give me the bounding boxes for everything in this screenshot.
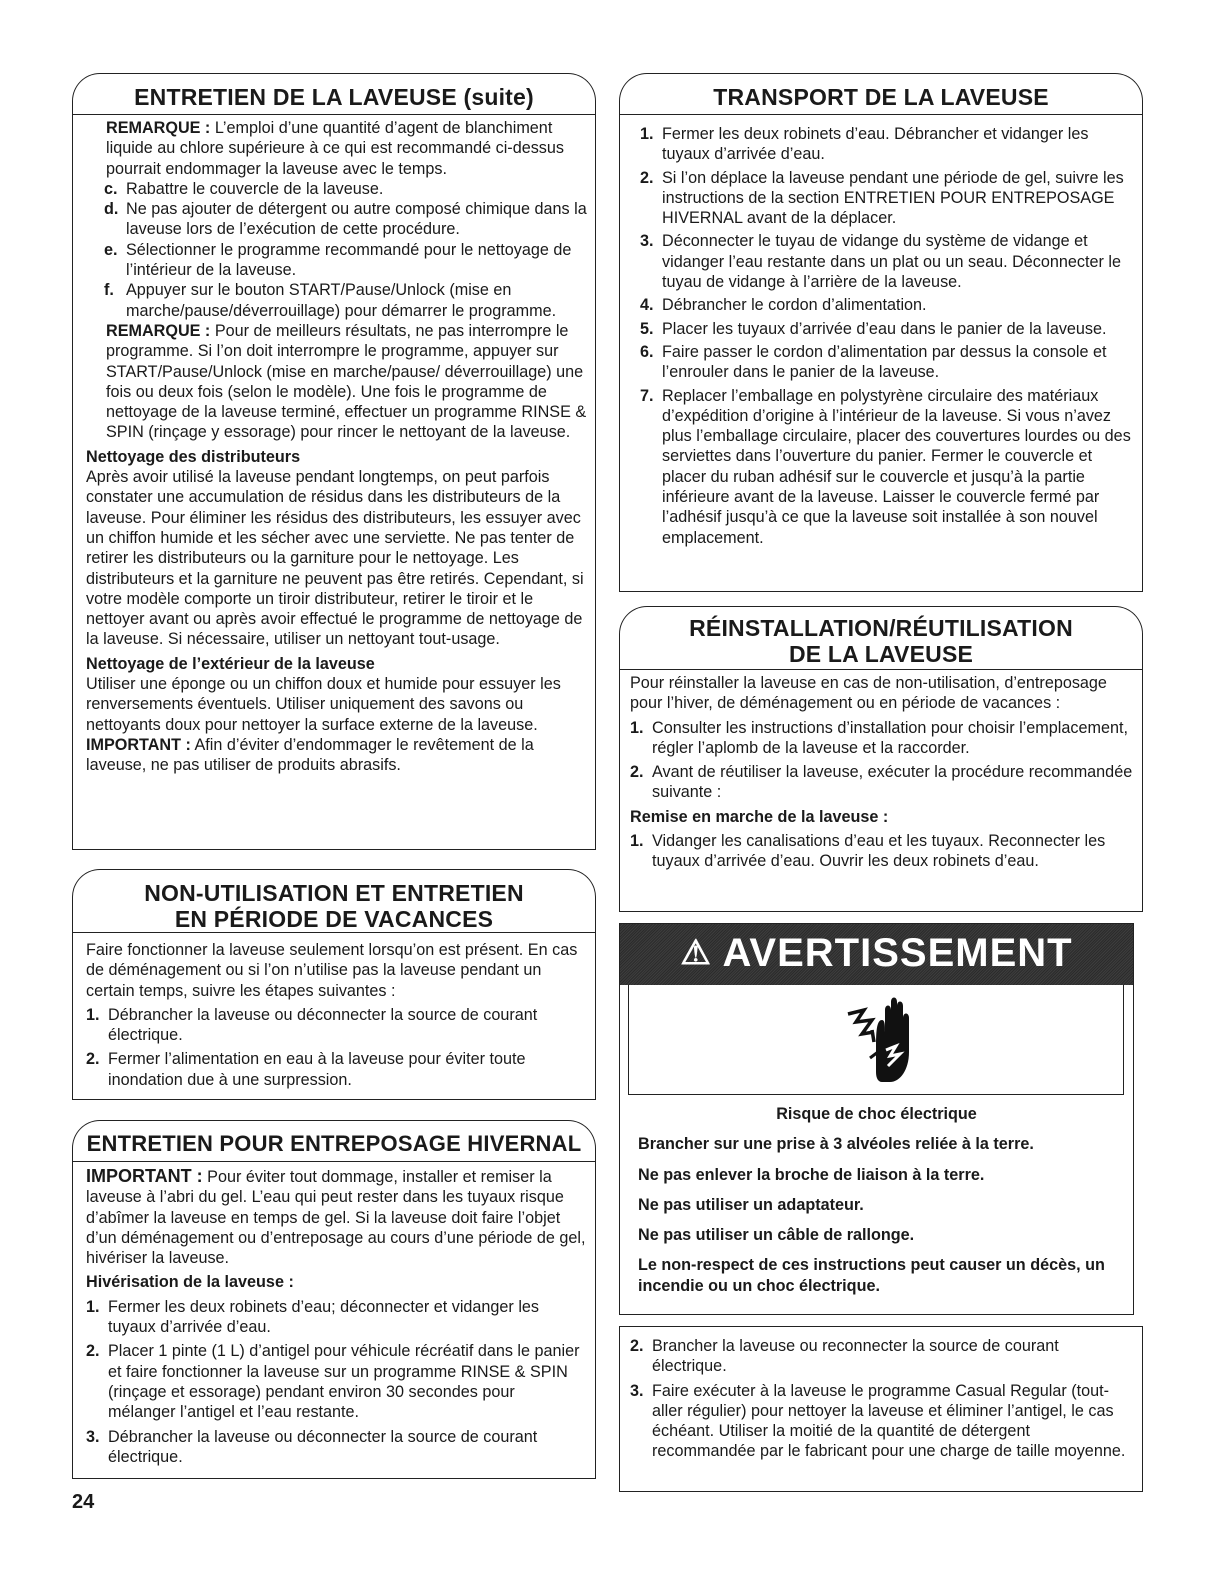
remarque-note: REMARQUE : L’emploi d’une quantité d’agent de blanchiment liquide au chlore supérieure à ce qui est recommandé ci-dessus pourrait endommager la laveuse avec le temps. (106, 119, 564, 178)
list-item: 1. Débrancher la laveuse ou déconnecter la source de courant électrique. (86, 1005, 538, 1045)
section-tab-entretien-suite (72, 73, 596, 115)
section-body-reinstallation (630, 673, 1138, 872)
subheading-exterieur: Nettoyage de l’extérieur de la laveuse (86, 654, 375, 673)
subheading-remise-en-marche: Remise en marche de la laveuse : (630, 807, 889, 826)
warning-message (628, 1098, 1125, 1308)
section-tab-transport (619, 73, 1143, 115)
warning-line: Ne pas utiliser un adaptateur. (638, 1195, 864, 1214)
warning-triangle-icon: ⚠ (680, 934, 712, 972)
section-tab-non-utilisation (72, 869, 596, 933)
paragraph-exterieur: Utiliser une éponge ou un chiffon doux et humide pour essuyer les renversements éventuels. Utiliser uniquement des savons ou nettoyants doux pour nettoyer la surface externe de la laveuse. (86, 675, 561, 734)
remarque-note: REMARQUE : Pour de meilleurs résultats, ne pas interrompre le programme. Si l’on doit interrompre le programme, appuyer sur START/Pause/Unlock (mise en marche/pause/ déverrouillage) une fois ou deux fois (selon le modèle). Une fois le programme de nettoyage de la laveuse terminé, effectuer un programme RINSE & SPIN (rinçage y essorage) pour rincer le nettoyant de la laveuse. (106, 321, 587, 442)
section-body-entretien-suite (86, 118, 590, 776)
list-item: c. Rabattre le couvercle de la laveuse. (104, 179, 384, 198)
section-title-reinstallation-line2: DE LA LAVEUSE (788, 641, 974, 667)
warning-line: Ne pas enlever la broche de liaison à la terre. (638, 1165, 985, 1184)
important-note: IMPORTANT : Afin d’éviter d’endommager le revêtement de la laveuse, ne pas utiliser de produits abrasifs. (86, 735, 534, 775)
section-tab-hivernal (72, 1120, 596, 1162)
paragraph-intro: Faire fonctionner la laveuse seulement lorsqu’on est présent. En cas de déménagement ou si l’on n’utilise pas la laveuse pendant un certain temps, suivre les étapes suivantes : (86, 941, 578, 1000)
section-title-transport: TRANSPORT DE LA LAVEUSE (713, 84, 1049, 110)
list-item: 3. Déconnecter le tuyau de vidange du système de vidange et vidanger l’eau restante dans un plat ou un seau. Déconnecter le tuyau de vidange à l’arrière de la laveuse. (640, 232, 1121, 292)
list-item: 2. Si l’on déplace la laveuse pendant une période de gel, suivre les instructions de la section ENTRETIEN POUR ENTREPOSAGE HIVERNAL avant de la déplacer. (640, 168, 1124, 228)
section-title-non-utilisation-line1: NON-UTILISATION ET ENTRETIEN (144, 880, 524, 906)
page-number: 24 (72, 1491, 95, 1513)
list-item: 1. Fermer les deux robinets d’eau. Débrancher et vidanger les tuyaux d’arrivée d’eau. (640, 125, 1089, 164)
list-item: 2. Placer 1 pinte (1 L) d’antigel pour véhicule récréatif dans le panier et faire fonctionner la laveuse sur un programme RINSE & SPIN (rinçage et essorage) pendant environ 30 secondes pour mélanger l’antigel et l’eau restante. (86, 1342, 580, 1422)
warning-line: Le non-respect de ces instructions peut causer un décès, un incendie ou un choc électrique. (638, 1256, 1105, 1295)
warning-line: Ne pas utiliser un câble de rallonge. (638, 1226, 915, 1245)
list-item: 2. Fermer l’alimentation en eau à la laveuse pour éviter toute inondation due à une surpression. (86, 1050, 526, 1089)
list-item: f. Appuyer sur le bouton START/Pause/Unlock (mise en marche/pause/déverrouillage) pour démarrer le programme. (104, 281, 557, 320)
electric-shock-hand-icon (838, 992, 928, 1092)
list-item: 5. Placer les tuyaux d’arrivée d’eau dans le panier de la laveuse. (640, 319, 1107, 338)
list-item: 1. Fermer les deux robinets d’eau; déconnecter et vidanger les tuyaux d’arrivée d’eau. (86, 1297, 540, 1337)
list-item: 1. Consulter les instructions d’installation pour choisir l’emplacement, régler l’aplomb de la laveuse et la raccorder. (630, 718, 1128, 757)
warning-title: AVERTISSEMENT (722, 931, 1073, 975)
list-item: 4. Débrancher le cordon d’alimentation. (640, 296, 927, 315)
paragraph-distributeurs: Après avoir utilisé la laveuse pendant longtemps, on peut parfois constater une accumulation de résidus dans les distributeurs de la laveuse. Pour éliminer les résidus des distributeurs, les essuyer avec un chiffon humide et les sécher avec une serviette. Ne pas tenter de retirer les distributeurs ou la garniture pour le nettoyage. Les distributeurs et la garniture ne peuvent pas être retirés. Cependant, si votre modèle comporte un tiroir distributeur, retirer le tiroir et le nettoyer avant ou après avoir effectué le programme de nettoyage de la laveuse. Si nécessaire, utiliser un nettoyant tout-usage. (86, 468, 584, 649)
list-item: 3. Débrancher la laveuse ou déconnecter la source de courant électrique. (86, 1427, 538, 1466)
list-item: 1. Vidanger les canalisations d’eau et les tuyaux. Reconnecter les tuyaux d’arrivée d’eau. Ouvrir les deux robinets d’eau. (630, 832, 1106, 871)
section-title-entretien-suite: ENTRETIEN DE LA LAVEUSE (suite) (134, 84, 534, 110)
section-body-non-utilisation (86, 940, 586, 1090)
subheading-distributeurs: Nettoyage des distributeurs (86, 447, 301, 466)
section-body-hivernal (86, 1166, 586, 1467)
section-body-reinstallation-cont (630, 1336, 1136, 1462)
section-title-reinstallation-line1: RÉINSTALLATION/RÉUTILISATION (689, 615, 1073, 641)
list-item: 6. Faire passer le cordon d’alimentation par dessus la console et l’enrouler dans le panier de la laveuse. (640, 342, 1107, 382)
subheading-hiverisation: Hivérisation de la laveuse : (86, 1273, 294, 1292)
section-body-transport (640, 124, 1136, 548)
list-item: 3. Faire exécuter à la laveuse le programme Casual Regular (tout-aller régulier) pour nettoyer la laveuse et éliminer l’antigel, le cas échéant. Utiliser la moitié de la quantité de détergent recommandée par le fabricant pour une charge de taille moyenne. (630, 1381, 1126, 1461)
list-item: 7. Replacer l’emballage en polystyrène circulaire des matériaux d’expédition d’origine à l’intérieur de la laveuse. Si vous n’avez plus l’emballage circulaire, placer des couvertures lourdes ou des serviettes dans l’ouverture du panier. Fermer le couvercle et placer du ruban adhésif sur le couvercle et jusqu’à la partie inférieure avant de la laveuse. Laisser le couvercle fermé par l’adhésif jusqu’à ce que la laveuse soit installée à son nouvel emplacement. (640, 386, 1131, 547)
list-item: d. Ne pas ajouter de détergent ou autre composé chimique dans la laveuse lors de l’exécution de cette procédure. (104, 200, 587, 239)
warning-line: Brancher sur une prise à 3 alvéoles reliée à la terre. (638, 1135, 1034, 1154)
section-tab-reinstallation (619, 606, 1143, 670)
paragraph-intro: Pour réinstaller la laveuse en cas de non-utilisation, d’entreposage pour l’hiver, de déménagement ou en période de vacances : (630, 674, 1107, 713)
list-item: 2. Brancher la laveuse ou reconnecter la source de courant électrique. (630, 1337, 1059, 1376)
list-item: e. Sélectionner le programme recommandé pour le nettoyage de l’intérieur de la laveuse. (104, 240, 572, 280)
section-title-hivernal: ENTRETIEN POUR ENTREPOSAGE HIVERNAL (86, 1131, 582, 1156)
warning-line-title: Risque de choc électrique (776, 1105, 977, 1123)
list-item: 2. Avant de réutiliser la laveuse, exécuter la procédure recommandée suivante : (630, 763, 1133, 802)
section-title-non-utilisation-line2: EN PÉRIODE DE VACANCES (174, 906, 494, 932)
important-note: IMPORTANT : Pour éviter tout dommage, installer et remiser la laveuse à l’abri du gel. L’eau qui peut rester dans les tuyaux risque d’abîmer la laveuse en temps de gel. Si la laveuse doit faire l’objet d’un déménagement ou d’entreposage au cours d’une période de gel, hivériser la laveuse. (86, 1166, 586, 1268)
